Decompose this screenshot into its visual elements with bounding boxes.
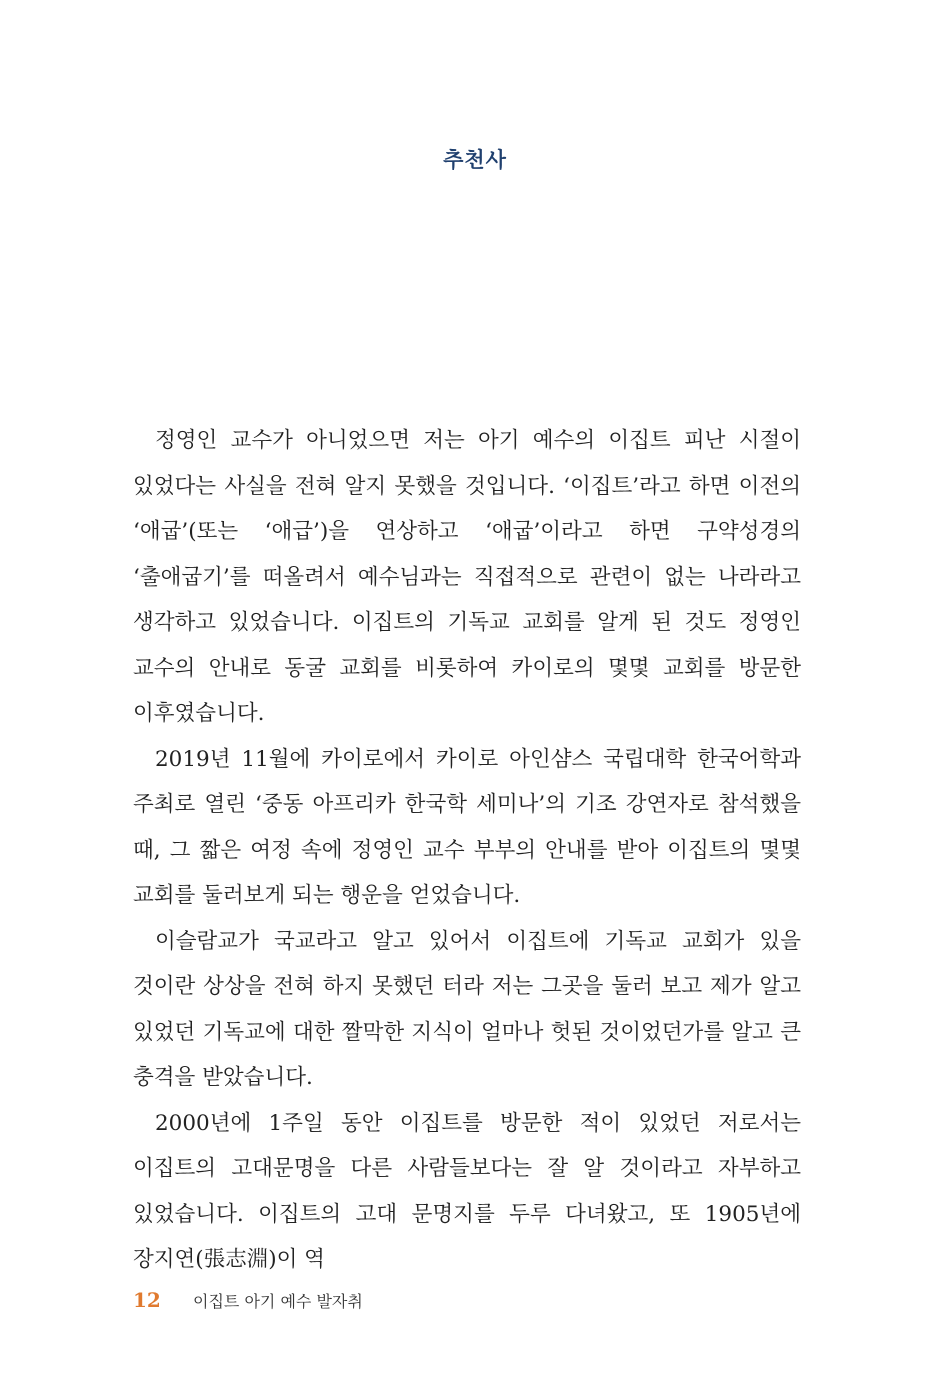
paragraph: 정영인 교수가 아니었으면 저는 아기 예수의 이집트 피난 시절이 있었다는 사실을 전혀 알지 못했을 것입니다. ‘이집트’라고 하면 이전의 ‘애굽’(또는 ‘애급’)을 연상하고 ‘애굽’이라고 하면 구약성경의 ‘출애굽기’를 떠올려서 예수님과는 직접적으로 관련이 없는 나라라고 생각하고 있었습니다. 이집트의 기독교 교회를 알게 된 것도 정영인 교수의 안내로 동굴 교회를 비롯하여 카이로의 몇몇 교회를 방문한 이후였습니다. bbox=[133, 428, 801, 726]
paragraph: 이슬람교가 국교라고 알고 있어서 이집트에 기독교 교회가 있을 것이란 상상을 전혀 하지 못했던 터라 저는 그곳을 둘러 보고 제가 알고 있었던 기독교에 대한 짤막한 지식이 얼마나 헛된 것이었던가를 알고 큰 충격을 받았습니다. bbox=[133, 928, 801, 1090]
body-text bbox=[133, 418, 801, 1283]
paragraph: 2019년 11월에 카이로에서 카이로 아인샴스 국립대학 한국어학과 주최로 열린 ‘중동 아프리카 한국학 세미나’의 기조 강연자로 참석했을 때, 그 짧은 여정 속에 정영인 교수 부부의 안내를 받아 이집트의 몇몇 교회를 둘러보게 되는 행운을 얻었습니다. bbox=[133, 746, 801, 908]
section-title: 추천사 bbox=[443, 148, 507, 172]
paragraph: 2000년에 1주일 동안 이집트를 방문한 적이 있었던 저로서는 이집트의 고대문명을 다른 사람들보다는 잘 알 것이라고 자부하고 있었습니다. 이집트의 고대 문명지를 두루 다녀왔고, 또 1905년에 장지연(張志淵)이 역 bbox=[133, 1110, 801, 1272]
page-footer bbox=[133, 1288, 363, 1318]
running-title: 이집트 아기 예수 발자취 bbox=[193, 1292, 363, 1311]
page-number: 12 bbox=[133, 1288, 161, 1312]
